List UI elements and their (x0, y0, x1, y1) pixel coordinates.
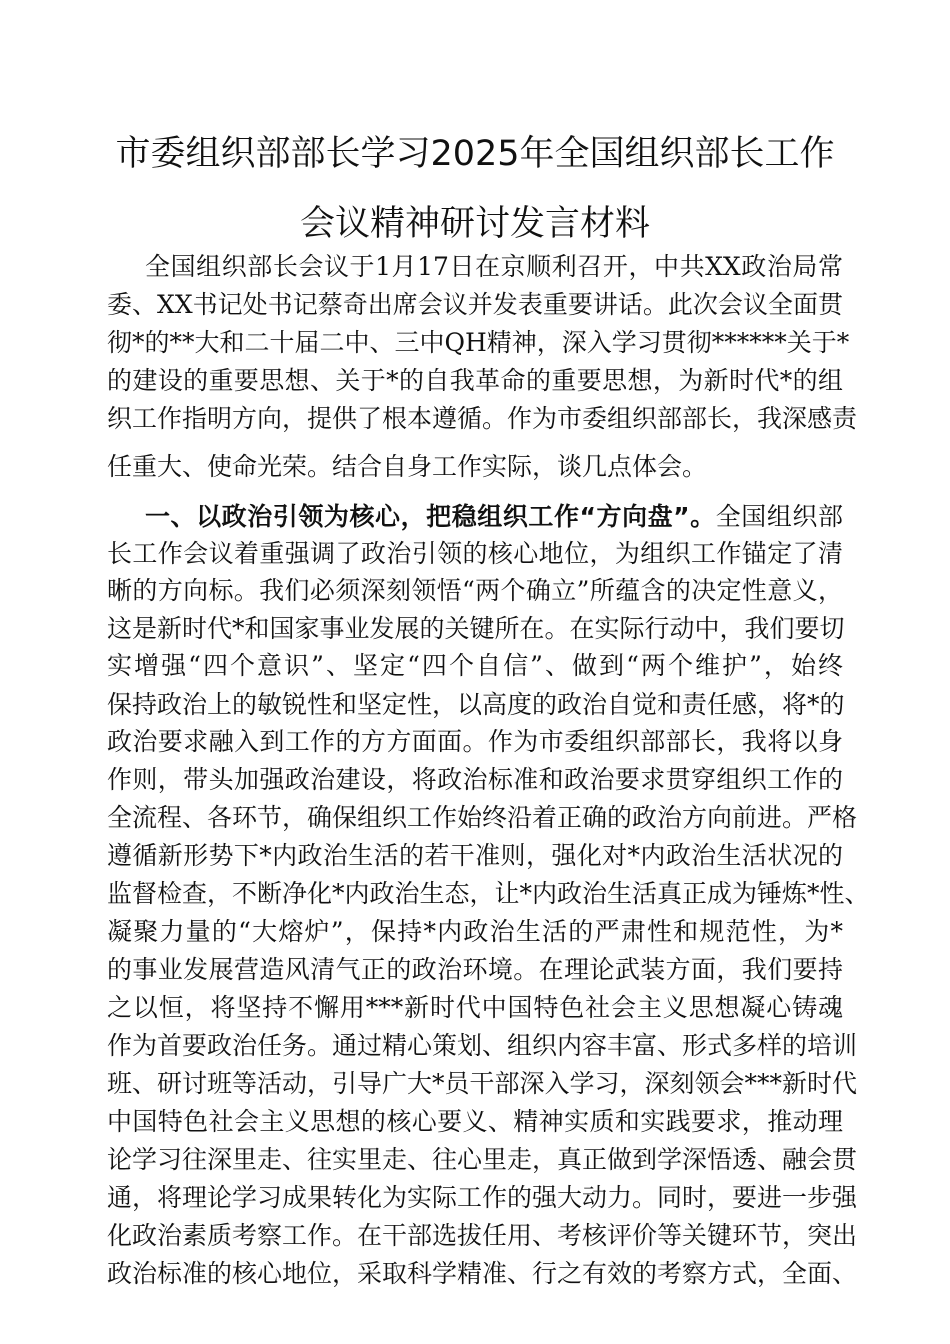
section-1-line: 政治标准的核心地位，采取科学精准、行之有效的考察方式，全面、 (107, 1259, 858, 1288)
intro-line: 委、XX书记处书记蔡奇出席会议并发表重要讲话。此次会议全面贯 (107, 290, 843, 319)
section-1-line: 晰的方向标。我们必须深刻领悟“两个确立”所蕴含的决定性意义， (107, 576, 843, 605)
section-1-heading: 一、以政治引领为核心，把稳组织工作“方向盘”。 (145, 502, 716, 531)
section-1-line: 保持政治上的敏锐性和坚定性，以高度的政治自觉和责任感，将*的 (107, 690, 845, 719)
intro-line: 全国组织部长会议于1月17日在京顺利召开，中共XX政治局常 (145, 252, 843, 281)
section-1-line: 班、研讨班等活动，引导广大*员干部深入学习，深刻领会***新时代 (107, 1069, 858, 1098)
section-1-line: 通，将理论学习成果转化为实际工作的强大动力。同时，要进一步强 (107, 1183, 858, 1212)
section-1-first-line (145, 502, 843, 532)
section-1-line: 的事业发展营造风清气正的政治环境。在理论武装方面，我们要持 (107, 955, 843, 984)
section-1-first-line-tail: 全国组织部 (715, 502, 843, 531)
section-1-line: 这是新时代*和国家事业发展的关键所在。在实际行动中，我们要切 (107, 614, 845, 643)
section-1-line: 之以恒，将坚持不懈用***新时代中国特色社会主义思想凝心铸魂 (107, 993, 843, 1022)
intro-line: 任重大、使命光荣。结合自身工作实际，谈几点体会。 (107, 452, 708, 481)
section-1-line: 作则，带头加强政治建设，将政治标准和政治要求贯穿组织工作的 (107, 765, 843, 794)
intro-line: 织工作指明方向，提供了根本遵循。作为市委组织部部长，我深感责 (107, 404, 858, 433)
section-1-line: 遵循新形势下*内政治生活的若干准则，强化对*内政治生活状况的 (107, 841, 843, 870)
intro-line: 彻*的**大和二十届二中、三中QH精神，深入学习贯彻******关于* (107, 328, 850, 357)
section-1-line: 监督检查，不断净化*内政治生态，让*内政治生活真正成为锤炼*性、 (107, 879, 870, 908)
section-1-line: 论学习往深里走、往实里走、往心里走，真正做到学深悟透、融会贯 (107, 1145, 858, 1174)
section-1-line: 政治要求融入到工作的方方面面。作为市委组织部部长，我将以身 (107, 727, 843, 756)
section-1-line: 长工作会议着重强调了政治引领的核心地位，为组织工作锚定了清 (107, 539, 843, 568)
section-1-line: 化政治素质考察工作。在干部选拔任用、考核评价等关键环节，突出 (107, 1221, 858, 1250)
section-1-line: 实增强“四个意识”、坚定“四个自信”、做到“两个维护”，始终 (107, 651, 843, 680)
section-1-line: 作为首要政治任务。通过精心策划、组织内容丰富、形式多样的培训 (107, 1031, 858, 1060)
section-1-line: 全流程、各环节，确保组织工作始终沿着正确的政治方向前进。严格 (107, 803, 858, 832)
document-title-line-2: 会议精神研讨发言材料 (299, 204, 650, 244)
section-1-line: 凝聚力量的“大熔炉”，保持*内政治生活的严肃性和规范性，为* (107, 917, 843, 946)
section-1-line: 中国特色社会主义思想的核心要义、精神实质和实践要求，推动理 (107, 1107, 843, 1136)
intro-line: 的建设的重要思想、关于*的自我革命的重要思想，为新时代*的组 (107, 366, 843, 395)
document-title-line-1: 市委组织部部长学习2025年全国组织部长工作 (115, 134, 835, 174)
